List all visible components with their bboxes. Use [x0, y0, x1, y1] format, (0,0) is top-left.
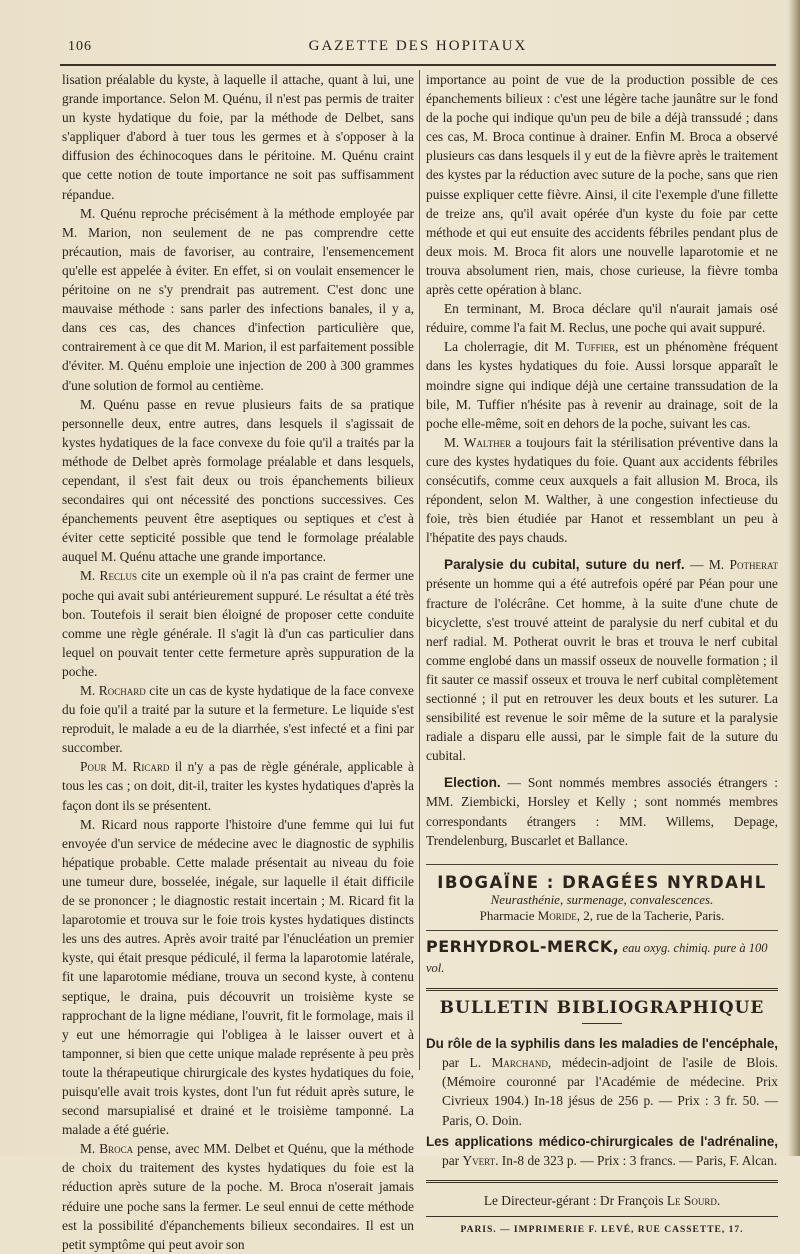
paragraph-text: présente un homme qui a été autrefois opéré par Péan pour une fracture de l'olécrâne. Cet homme, à la suite d'une chute de bicyclette, s'est trouvé atteint de paralysie du nerf cubital et du nerf radial. M. Potherat ouvrit le bras et trouva le nerf cubital comme englobé dans un massif osseux de nouvelle formation ; il fit sauter ce massif osseux et trouva le nerf cubital complètement sectionné ; il put en retrouver les deux bouts et les suturer. La sensibilité est revenue le soir même de la suture et la paralysie radiale a disparu elle aussi, par le simple fait de la suture du cubital.: [426, 576, 778, 764]
paragraph-text: , est un phénomène fréquent dans les kystes hydatiques du foie. Aussi lorsque apparaît le moindre signe qui indique déjà une certaine transsudation de la bile, M. Tuffier n'hésite pas à revenir au drainage, soit de la poche elle-même, soit en dehors de la poche, suivant les cas.: [426, 339, 778, 431]
paragraph-text: — Sont nommés membres associés étrangers : MM. Ziembicki, Horsley et Kelly ; sont nommés membres correspondants étrangers : MM. Willems, Depage, Trendelenburg, Buscarlet et Ballance.: [426, 775, 778, 848]
right-column: [426, 70, 778, 1240]
footer-rule: [426, 1216, 778, 1217]
page-number: 106: [68, 39, 92, 54]
printer-line: PARIS. — IMPRIMERIE F. LEVÉ, RUE CASSETTE, 17.: [460, 1224, 744, 1235]
paragraph: M. Ricard nous rapporte l'histoire d'une femme qui lui fut envoyée d'un service de médecine avec le diagnostic de syphilis hépatique probable. Cette malade présentait au niveau du foie une tumeur dure, bosselée, inégale, sur laquelle il était difficile de se prononcer ; le diagnostic restait incertain ; M. Ricard fit la laparotomie et trouva sur le foie trois kystes hydatiques distincts les uns des autres. Après avoir traité par l'énucléation un premier kyste, qui était presque pédiculé, il ferma la laparotomie latérale, fit une laparotomie médiane, trouva un second kyste, à contenu septique, le draina, puis découvrit un troisième kyste se rapprochant de la ligne médiane, l'ouvrit, fit le formolage, mais il y eut une hémorragie qui l'obligea à le laisser ouvert et à tamponner, si bien que cette unique malade représente à peu près toute la thérapeutique chirurgicale des kystes hydatiques du foie, puisqu'elle avait trois kystes, dont l'un fut réduit après suture, le second marsupialisé et drainé et le troisième tamponné. La malade a été guérie.: [62, 816, 414, 1138]
paragraph-text: il n'y a pas de règle générale, applicable à tous les cas ; on doit, dit-il, traiter les kystes hydatiques d'après la façon dont ils se présentent.: [62, 759, 414, 813]
paragraph-text: — M.: [684, 557, 730, 573]
paragraph: [426, 433, 778, 548]
section-paragraph: [426, 773, 778, 849]
column-divider: [419, 70, 420, 1070]
paragraph: lisation préalable du kyste, à laquelle il attache, quant à lui, une grande importance. Selon M. Quénu, il n'est pas permis de traiter un kyste hydatique du foie, par la méthode de Delbet, sans s'appliquer d'abord à tuer tous les germes et à s'opposer à la diffusion des échinocoques dans le péritoine. M. Quénu craint que cette notion de toute importance ne soit pas suffisamment répandue.: [62, 72, 414, 202]
entry-text: par L.: [442, 1055, 492, 1071]
paragraph-text: M.: [444, 434, 464, 450]
paragraph-text: cite un exemple où il n'a pas craint de fermer une poche qui avait subi antérieurement suppuré. Le résultat a été très bon. Toutefois il serait bien éloigné de proposer cette conduite comme une règle générale. Il s'agit là d'un cas particulier dans lequel on pouvait tenter cette fermeture après suppuration de la poche.: [62, 568, 414, 679]
speaker-name: M. Reclus: [80, 568, 137, 584]
section-title: Election.: [444, 775, 501, 791]
paragraph: [62, 1139, 414, 1254]
section-title: Paralysie du cubital, suture du nerf.: [444, 557, 685, 573]
entry-author: Yvert: [462, 1152, 496, 1168]
paragraph-text: cite un cas de kyste hydatique de la face convexe du foie qu'il a traité par la suture et la fermeture. Le liquide s'est reproduit, le malade a eu de la diarrhée, s'est infecté et a fini par succomber.: [62, 683, 414, 756]
paragraph: [62, 566, 414, 681]
paragraph: [62, 681, 414, 757]
entry-text: par: [442, 1152, 463, 1168]
ad-title: PERHYDROL-MERCK,: [426, 936, 620, 956]
entry-text: , médecin-adjoint de l'asile de Blois. (Mémoire couronné par l'Académie de médecine. Prix Civrieux 1904.) In-18 jésus de 256 p. — Prix : 3 fr. 50. — Paris, O. Doin.: [442, 1055, 779, 1128]
paragraph-text: La cholerragie, dit M.: [444, 339, 576, 355]
left-column: [62, 70, 414, 1254]
section-paragraph: [426, 555, 778, 765]
ad-pharmacy-name: Moride: [537, 907, 577, 923]
spacer: [426, 547, 778, 555]
entry-text: . In-8 de 323 p. — Prix : 3 francs. — Paris, F. Alcan.: [495, 1152, 778, 1168]
entry-title: Du rôle de la syphilis dans les maladies de l'encéphale,: [426, 1036, 778, 1052]
section-rule: [426, 988, 778, 991]
paragraph: importance au point de vue de la production possible de ces épanchements bilieux : c'est une légère tache jaunâtre sur le fond de la poche qui indique qu'un peu de bile a déjà transsudé ; dans ces cas, M. Broca continue à drainer. Enfin M. Broca a observé plusieurs cas dans lesquels il y eut de la fièvre après le traitement des kystes par la réduction avec suture de la poche, sans que rien puisse expliquer cette fièvre. Ainsi, il cite l'exemple d'une fillette de treize ans, qu'il avait opérée d'un kyste du foie par cette méthode et qui eut ensuite des accidents fébriles pendant plus de deux mois. M. Broca fit alors une nouvelle laparotomie et ne trouva absolument rien, mais, chose curieuse, la fièvre tomba après cette opération à blanc.: [426, 72, 778, 298]
ad-subtitle: Neurasthénie, surmenage, convalescences.: [490, 891, 714, 907]
ad-address-text: , 2, rue de la Tacherie, Paris.: [576, 907, 725, 923]
director-name: Le Sourd: [666, 1192, 717, 1208]
title-underline: [582, 1023, 622, 1024]
ad-rule: [426, 864, 778, 865]
ad-address: [426, 908, 778, 924]
page-edge-shadow: [788, 0, 800, 1156]
ibogaine-ad: [426, 873, 778, 924]
perhydrol-ad: [426, 937, 778, 978]
paragraph-text: a toujours fait la stérilisation préventive dans la cure des kystes hydatiques du foie. Quant aux accidents fébriles consécutifs, comme ceux auxquels a fait allusion M. Broca, ils répondent, selon M. Walther, à une congestion infectieuse du foie, très bien étudiée par Hanot et ressemblant un peu à l'hépatite des pays chauds.: [426, 434, 778, 546]
page-header: [58, 36, 778, 58]
ad-rule: [426, 930, 778, 931]
bibliography-entry: [426, 1034, 778, 1129]
speaker-name: M. Broca: [80, 1141, 134, 1157]
entry-title: Les applications médico-chirurgicales de l'adrénaline,: [426, 1133, 778, 1149]
paragraph: En terminant, M. Broca déclare qu'il n'aurait jamais osé réduire, comme l'a fait M. Reclus, une poche qui avait suppuré.: [426, 301, 778, 336]
spacer: [426, 765, 778, 773]
journal-title: GAZETTE DES HOPITAUX: [308, 38, 528, 54]
paragraph: M. Quénu reproche précisément à la méthode employée par M. Marion, non seulement de ne pas comprendre cette précaution, mais de favoriser, au contraire, l'ensemencement qu'elle est appelée à éviter. En effet, si on voulait ensemencer le péritoine on ne s'y prendrait pas autrement. C'est donc une mauvaise méthode : sans parler des infections banales, il y a, dans ces cas, des chances d'infection particulière que, contrairement à ce que dit M. Marion, il est parfaitement possible d'éviter. M. Quénu emploie une injection de 200 à 300 grammes d'une solution de formol au centième.: [62, 205, 414, 393]
ad-description: eau oxyg. chimiq. pure à 100 vol.: [426, 940, 768, 975]
speaker-name: Pour M. Ricard: [80, 759, 170, 775]
bibliography-title: BULLETIN BIBLIOGRAPHIQUE: [439, 998, 765, 1019]
section-rule: [426, 1180, 778, 1183]
paragraph: [62, 757, 414, 814]
bibliography-entry: [426, 1132, 778, 1170]
ad-address-text: Pharmacie: [479, 907, 538, 923]
ad-title: IBOGAÏNE : DRAGÉES NYRDAHL: [437, 872, 767, 892]
speaker-name: M. Rochard: [80, 683, 146, 698]
paragraph: [426, 337, 778, 432]
header-rule: [60, 64, 776, 66]
speaker-name: Potherat: [729, 557, 778, 573]
director-line: [426, 1191, 778, 1210]
director-text: .: [716, 1192, 721, 1208]
speaker-name: Walther: [463, 434, 512, 450]
speaker-name: Tuffier: [575, 339, 616, 355]
director-text: Le Directeur-gérant : Dr François: [483, 1192, 667, 1208]
paragraph: M. Quénu passe en revue plusieurs faits de sa pratique personnelle deux, entre autres, dans lesquels il s'agissait de kystes hydatiques de la face convexe du foie qu'il a traités par la méthode de Delbet après formolage préalable et dans lesquels, cependant, il s'est fait deux ou trois épanchements bilieux secondaires qui ont nécessité des ponctions successives. Ces épanchements peuvent être aseptiques ou septiques et c'est à éviter cette septicité possible que tend le formolage préalable auquel M. Quénu attache une grande importance.: [62, 396, 414, 565]
entry-author: Marchand: [491, 1055, 548, 1071]
paragraph-text: pense, avec MM. Delbet et Quénu, que la méthode de choix du traitement des kystes hydatiques du foie est la réduction après suture de la poche. M. Broca n'oserait jamais réduire une poche sans la fermer. Le seul ennui de cette méthode est la possibilité d'épanchements bilieux secondaires. Il est un petit symptôme qui peut avoir son: [62, 1141, 414, 1252]
